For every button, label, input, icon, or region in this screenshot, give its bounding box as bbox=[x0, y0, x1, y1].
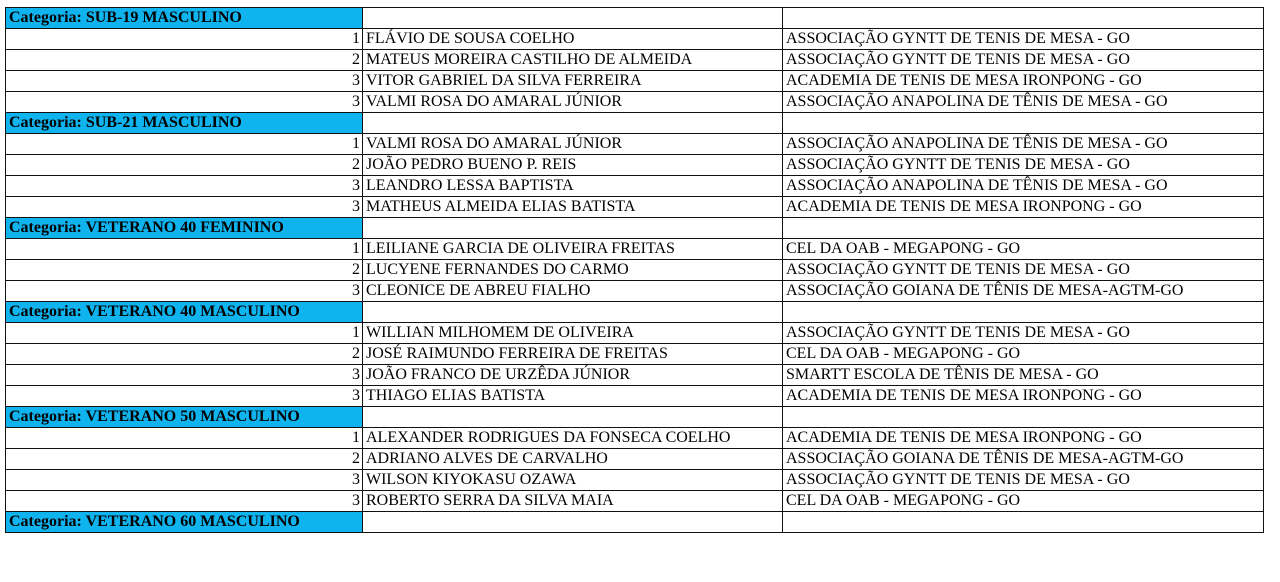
table-row bbox=[6, 50, 1264, 71]
club-name-cell[interactable]: ASSOCIAÇÃO GYNTT DE TENIS DE MESA - GO bbox=[783, 260, 1264, 281]
club-name-cell[interactable]: ASSOCIAÇÃO GYNTT DE TENIS DE MESA - GO bbox=[783, 323, 1264, 344]
club-name-cell[interactable]: ASSOCIAÇÃO ANAPOLINA DE TÊNIS DE MESA - GO bbox=[783, 134, 1264, 155]
empty-cell[interactable] bbox=[783, 302, 1264, 323]
placement-cell[interactable]: 3 bbox=[6, 386, 363, 407]
table-row bbox=[6, 365, 1264, 386]
placement-cell[interactable]: 3 bbox=[6, 365, 363, 386]
placement-cell[interactable]: 1 bbox=[6, 134, 363, 155]
empty-cell[interactable] bbox=[363, 218, 783, 239]
club-name-cell[interactable]: ASSOCIAÇÃO GOIANA DE TÊNIS DE MESA-AGTM-GO bbox=[783, 449, 1264, 470]
athlete-name-cell[interactable]: ALEXANDER RODRIGUES DA FONSECA COELHO bbox=[363, 428, 783, 449]
category-row bbox=[6, 302, 1264, 323]
athlete-name-cell[interactable]: JOÃO PEDRO BUENO P. REIS bbox=[363, 155, 783, 176]
athlete-name-cell[interactable]: LEILIANE GARCIA DE OLIVEIRA FREITAS bbox=[363, 239, 783, 260]
category-row bbox=[6, 8, 1264, 29]
empty-cell[interactable] bbox=[783, 113, 1264, 134]
empty-cell[interactable] bbox=[363, 302, 783, 323]
placement-cell[interactable]: 2 bbox=[6, 155, 363, 176]
empty-cell[interactable] bbox=[783, 218, 1264, 239]
table-row bbox=[6, 470, 1264, 491]
club-name-cell[interactable]: ASSOCIAÇÃO ANAPOLINA DE TÊNIS DE MESA - GO bbox=[783, 176, 1264, 197]
athlete-name-cell[interactable]: MATHEUS ALMEIDA ELIAS BATISTA bbox=[363, 197, 783, 218]
placement-cell[interactable]: 2 bbox=[6, 50, 363, 71]
empty-cell[interactable] bbox=[783, 8, 1264, 29]
category-row bbox=[6, 218, 1264, 239]
table-row bbox=[6, 197, 1264, 218]
empty-cell[interactable] bbox=[363, 113, 783, 134]
table-row bbox=[6, 176, 1264, 197]
placement-cell[interactable]: 1 bbox=[6, 29, 363, 50]
athlete-name-cell[interactable]: VITOR GABRIEL DA SILVA FERREIRA bbox=[363, 71, 783, 92]
club-name-cell[interactable]: ASSOCIAÇÃO GOIANA DE TÊNIS DE MESA-AGTM-GO bbox=[783, 281, 1264, 302]
category-label[interactable]: Categoria: VETERANO 40 FEMININO bbox=[6, 218, 363, 239]
placement-cell[interactable]: 2 bbox=[6, 344, 363, 365]
club-name-cell[interactable]: CEL DA OAB - MEGAPONG - GO bbox=[783, 491, 1264, 512]
empty-cell[interactable] bbox=[783, 407, 1264, 428]
athlete-name-cell[interactable]: FLÁVIO DE SOUSA COELHO bbox=[363, 29, 783, 50]
table-row bbox=[6, 71, 1264, 92]
athlete-name-cell[interactable]: LEANDRO LESSA BAPTISTA bbox=[363, 176, 783, 197]
placement-cell[interactable]: 3 bbox=[6, 491, 363, 512]
club-name-cell[interactable]: ACADEMIA DE TENIS DE MESA IRONPONG - GO bbox=[783, 386, 1264, 407]
club-name-cell[interactable]: ACADEMIA DE TENIS DE MESA IRONPONG - GO bbox=[783, 428, 1264, 449]
results-table bbox=[5, 7, 1264, 533]
table-row bbox=[6, 92, 1264, 113]
athlete-name-cell[interactable]: JOÃO FRANCO DE URZÊDA JÚNIOR bbox=[363, 365, 783, 386]
table-row bbox=[6, 449, 1264, 470]
club-name-cell[interactable]: ASSOCIAÇÃO GYNTT DE TENIS DE MESA - GO bbox=[783, 29, 1264, 50]
placement-cell[interactable]: 1 bbox=[6, 239, 363, 260]
table-row bbox=[6, 134, 1264, 155]
placement-cell[interactable]: 3 bbox=[6, 470, 363, 491]
athlete-name-cell[interactable]: MATEUS MOREIRA CASTILHO DE ALMEIDA bbox=[363, 50, 783, 71]
empty-cell[interactable] bbox=[363, 407, 783, 428]
table-row bbox=[6, 29, 1264, 50]
club-name-cell[interactable]: ASSOCIAÇÃO GYNTT DE TENIS DE MESA - GO bbox=[783, 50, 1264, 71]
athlete-name-cell[interactable]: VALMI ROSA DO AMARAL JÚNIOR bbox=[363, 134, 783, 155]
table-row bbox=[6, 386, 1264, 407]
table-row bbox=[6, 239, 1264, 260]
table-row bbox=[6, 344, 1264, 365]
placement-cell[interactable]: 3 bbox=[6, 281, 363, 302]
empty-cell[interactable] bbox=[783, 512, 1264, 533]
category-label[interactable]: Categoria: VETERANO 60 MASCULINO bbox=[6, 512, 363, 533]
athlete-name-cell[interactable]: WILLIAN MILHOMEM DE OLIVEIRA bbox=[363, 323, 783, 344]
table-row bbox=[6, 281, 1264, 302]
table-row bbox=[6, 491, 1264, 512]
club-name-cell[interactable]: ASSOCIAÇÃO GYNTT DE TENIS DE MESA - GO bbox=[783, 155, 1264, 176]
club-name-cell[interactable]: ASSOCIAÇÃO ANAPOLINA DE TÊNIS DE MESA - GO bbox=[783, 92, 1264, 113]
table-row bbox=[6, 155, 1264, 176]
results-table-body bbox=[6, 8, 1264, 533]
placement-cell[interactable]: 3 bbox=[6, 92, 363, 113]
placement-cell[interactable]: 3 bbox=[6, 176, 363, 197]
placement-cell[interactable]: 3 bbox=[6, 197, 363, 218]
club-name-cell[interactable]: ASSOCIAÇÃO GYNTT DE TENIS DE MESA - GO bbox=[783, 470, 1264, 491]
placement-cell[interactable]: 2 bbox=[6, 260, 363, 281]
athlete-name-cell[interactable]: ADRIANO ALVES DE CARVALHO bbox=[363, 449, 783, 470]
category-label[interactable]: Categoria: VETERANO 40 MASCULINO bbox=[6, 302, 363, 323]
placement-cell[interactable]: 1 bbox=[6, 428, 363, 449]
athlete-name-cell[interactable]: LUCYENE FERNANDES DO CARMO bbox=[363, 260, 783, 281]
club-name-cell[interactable]: SMARTT ESCOLA DE TÊNIS DE MESA - GO bbox=[783, 365, 1264, 386]
category-label[interactable]: Categoria: VETERANO 50 MASCULINO bbox=[6, 407, 363, 428]
athlete-name-cell[interactable]: CLEONICE DE ABREU FIALHO bbox=[363, 281, 783, 302]
category-row bbox=[6, 512, 1264, 533]
athlete-name-cell[interactable]: THIAGO ELIAS BATISTA bbox=[363, 386, 783, 407]
category-label[interactable]: Categoria: SUB-21 MASCULINO bbox=[6, 113, 363, 134]
category-row bbox=[6, 113, 1264, 134]
table-row bbox=[6, 260, 1264, 281]
athlete-name-cell[interactable]: WILSON KIYOKASU OZAWA bbox=[363, 470, 783, 491]
club-name-cell[interactable]: CEL DA OAB - MEGAPONG - GO bbox=[783, 239, 1264, 260]
athlete-name-cell[interactable]: JOSÉ RAIMUNDO FERREIRA DE FREITAS bbox=[363, 344, 783, 365]
empty-cell[interactable] bbox=[363, 512, 783, 533]
placement-cell[interactable]: 3 bbox=[6, 71, 363, 92]
club-name-cell[interactable]: CEL DA OAB - MEGAPONG - GO bbox=[783, 344, 1264, 365]
athlete-name-cell[interactable]: ROBERTO SERRA DA SILVA MAIA bbox=[363, 491, 783, 512]
placement-cell[interactable]: 2 bbox=[6, 449, 363, 470]
club-name-cell[interactable]: ACADEMIA DE TENIS DE MESA IRONPONG - GO bbox=[783, 71, 1264, 92]
table-row bbox=[6, 428, 1264, 449]
table-row bbox=[6, 323, 1264, 344]
athlete-name-cell[interactable]: VALMI ROSA DO AMARAL JÚNIOR bbox=[363, 92, 783, 113]
category-row bbox=[6, 407, 1264, 428]
category-label[interactable]: Categoria: SUB-19 MASCULINO bbox=[6, 8, 363, 29]
empty-cell[interactable] bbox=[363, 8, 783, 29]
placement-cell[interactable]: 1 bbox=[6, 323, 363, 344]
club-name-cell[interactable]: ACADEMIA DE TENIS DE MESA IRONPONG - GO bbox=[783, 197, 1264, 218]
